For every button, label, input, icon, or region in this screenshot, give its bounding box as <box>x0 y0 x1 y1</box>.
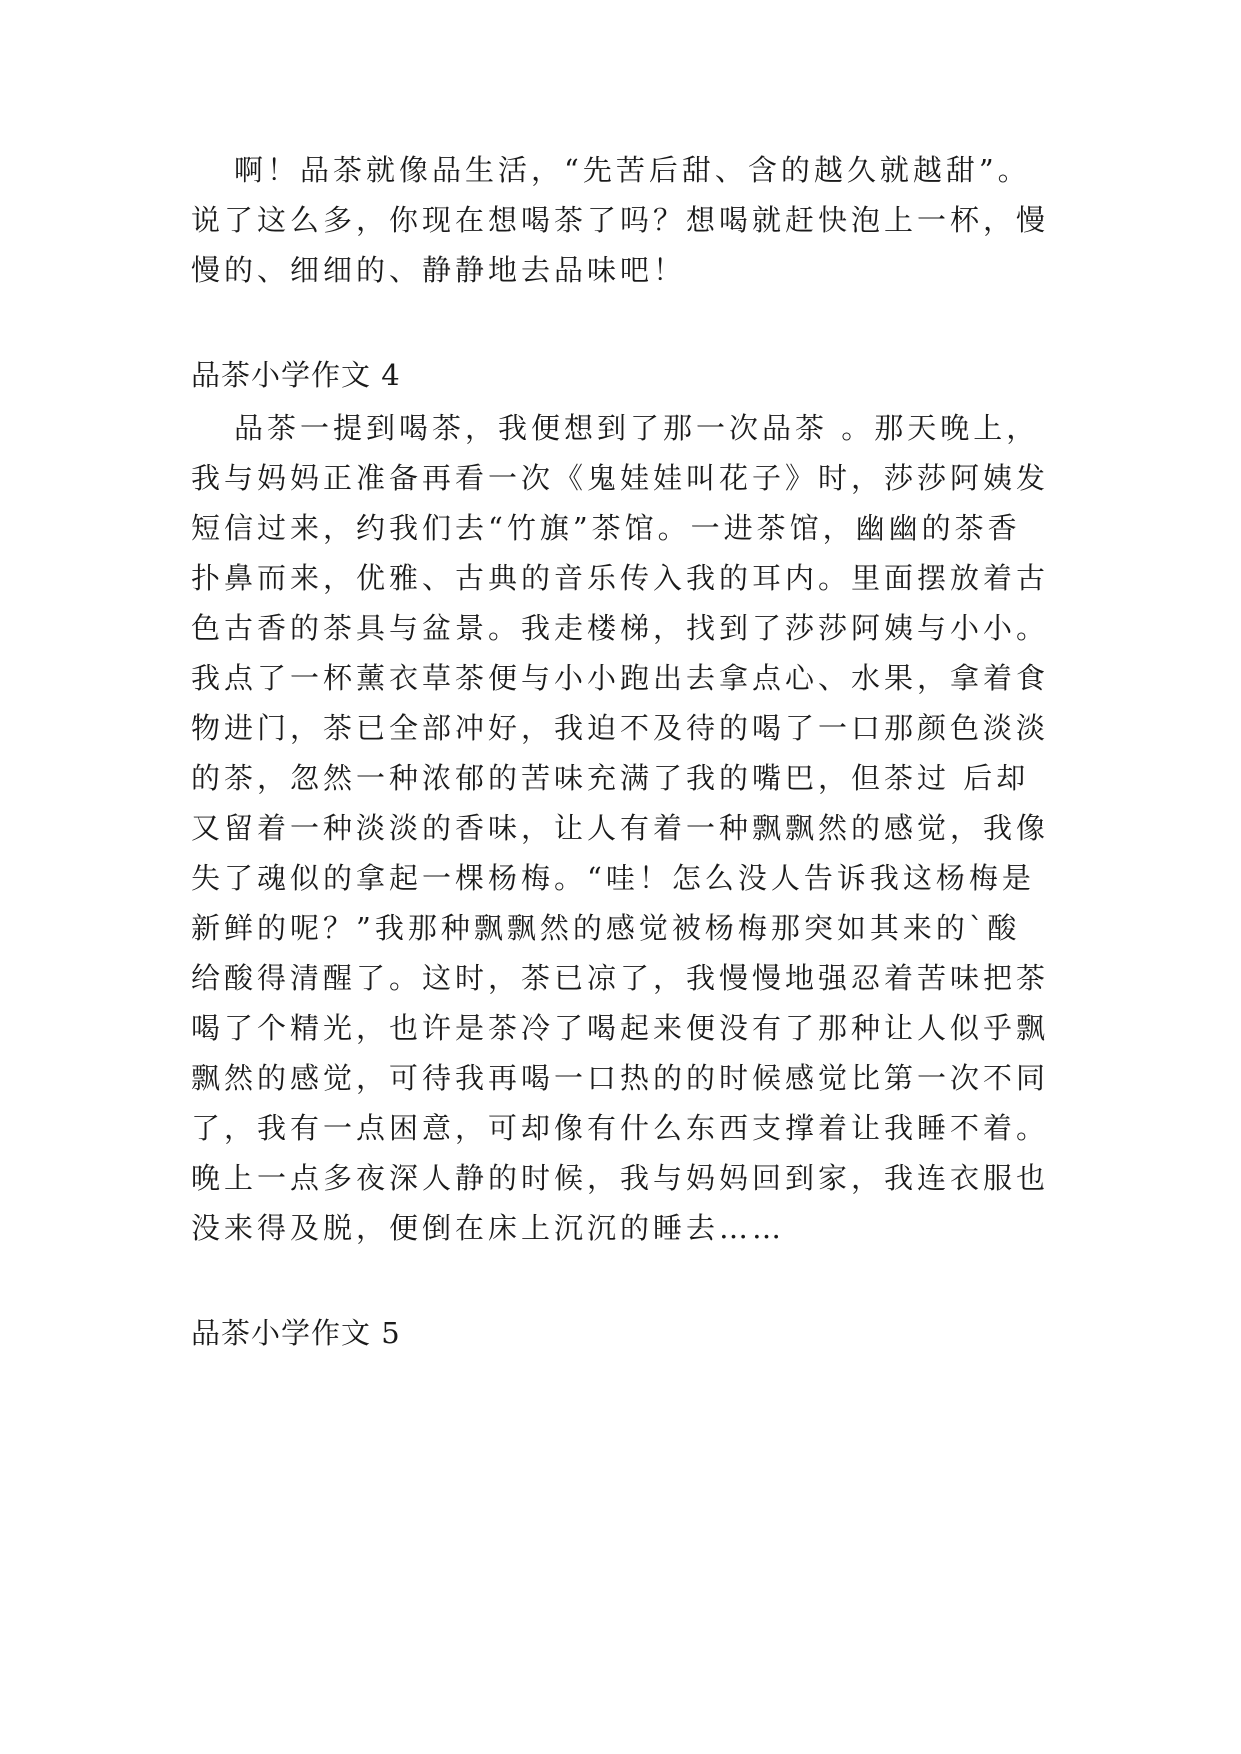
paragraph-line: 品茶一提到喝茶，我便想到了那一次品茶 。那天晚上， <box>234 411 1040 445</box>
paragraph-line: 扑鼻而来，优雅、古典的音乐传入我的耳内。里面摆放着古 <box>191 561 1050 595</box>
section-heading: 品茶小学作文 5 <box>191 1316 401 1350</box>
paragraph-line: 啊！品茶就像品生活，“先苦后甜、含的越久就越甜”。 <box>234 153 1031 187</box>
paragraph-line: 的茶，忽然一种浓郁的苦味充满了我的嘴巴，但茶过 后却 <box>191 761 1030 795</box>
paragraph-line: 我点了一杯薰衣草茶便与小小跑出去拿点心、水果，拿着食 <box>191 661 1050 695</box>
paragraph-line: 晚上一点多夜深人静的时候，我与妈妈回到家，我连衣服也 <box>191 1161 1050 1195</box>
paragraph-line: 了，我有一点困意，可却像有什么东西支撑着让我睡不着。 <box>191 1111 1050 1145</box>
paragraph-line: 说了这么多，你现在想喝茶了吗？想喝就赶快泡上一杯，慢 <box>191 203 1050 237</box>
section-heading: 品茶小学作文 4 <box>191 358 401 392</box>
paragraph-line: 慢的、细细的、静静地去品味吧！ <box>191 253 687 287</box>
paragraph-line: 给酸得清醒了。这时，茶已凉了，我慢慢地强忍着苦味把茶 <box>191 961 1050 995</box>
paragraph-line: 飘然的感觉，可待我再喝一口热的的时候感觉比第一次不同 <box>191 1061 1050 1095</box>
paragraph-line: 新鲜的呢？”我那种飘飘然的感觉被杨梅那突如其来的`酸 <box>191 911 1021 945</box>
paragraph-line: 没来得及脱，便倒在床上沉沉的睡去…… <box>191 1211 786 1245</box>
paragraph-line: 色古香的茶具与盆景。我走楼梯，找到了莎莎阿姨与小小。 <box>191 611 1050 645</box>
paragraph-line: 短信过来，约我们去“竹旗”茶馆。一进茶馆，幽幽的茶香 <box>191 511 1021 545</box>
paragraph-line: 我与妈妈正准备再看一次《鬼娃娃叫花子》时，莎莎阿姨发 <box>191 461 1050 495</box>
paragraph-line: 喝了个精光，也许是茶冷了喝起来便没有了那种让人似乎飘 <box>191 1011 1050 1045</box>
paragraph-line: 又留着一种淡淡的香味，让人有着一种飘飘然的感觉，我像 <box>191 811 1050 845</box>
paragraph-line: 物进门，茶已全部冲好，我迫不及待的喝了一口那颜色淡淡 <box>191 711 1050 745</box>
paragraph-line: 失了魂似的拿起一棵杨梅。“哇！怎么没人告诉我这杨梅是 <box>191 861 1035 895</box>
